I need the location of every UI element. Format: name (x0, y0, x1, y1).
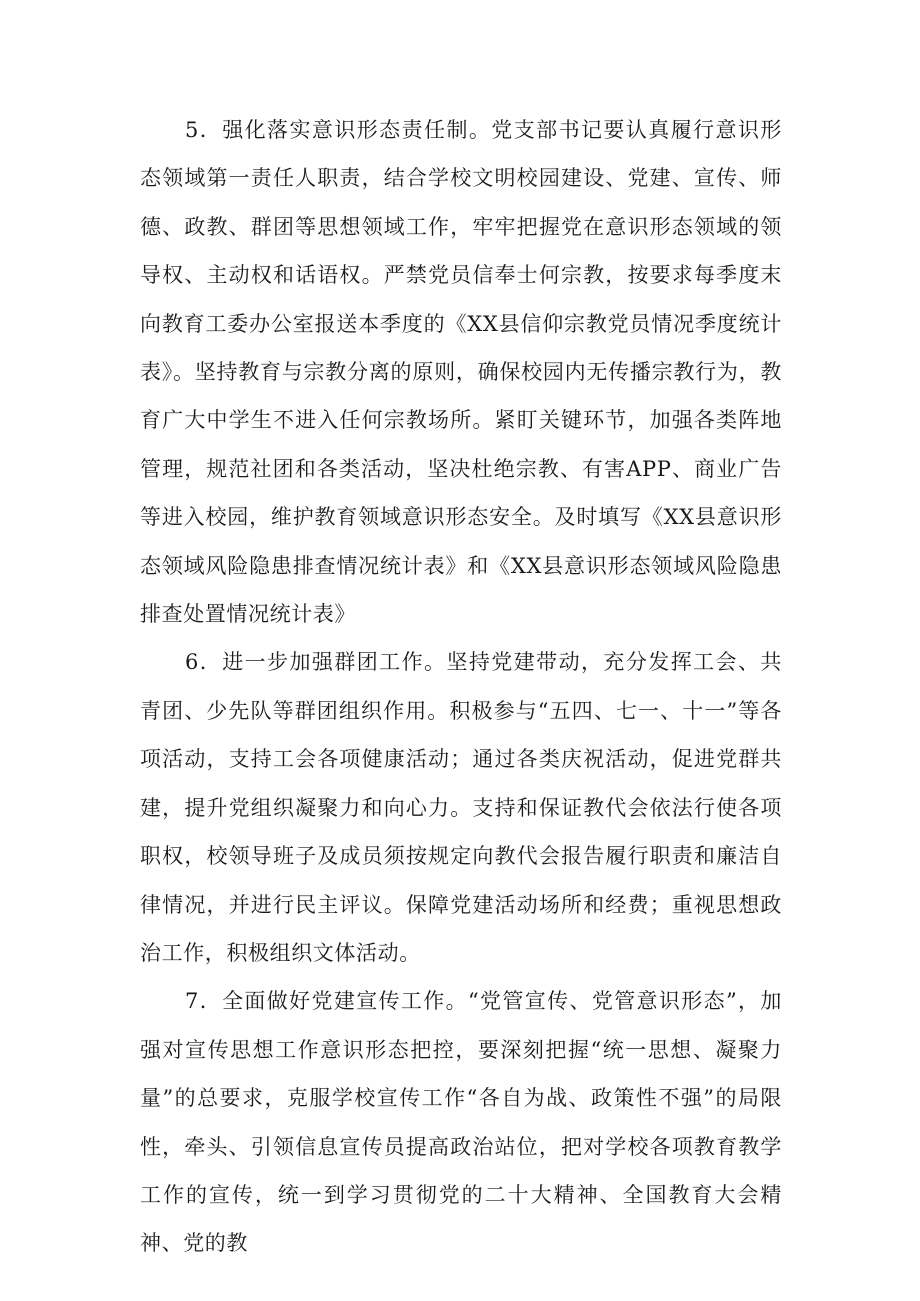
document-body (140, 106, 782, 1268)
paragraph-6-mass-organizations: 6．进一步加强群团工作。坚持党建带动，充分发挥工会、共青团、少先队等群团组织作用。积极参与“五四、七一、十一”等各项活动，支持工会各项健康活动；通过各类庆祝活动，促进党群共建，提升党组织凝聚力和向心力。支持和保证教代会依法行使各项职权，校领导班子及成员须按规定向教代会报告履行职责和廉洁自律情况，并进行民主评议。保障党建活动场所和经费；重视思想政治工作，积极组织文体活动。 (140, 650, 782, 965)
paragraph-5-ideology-responsibility: 5．强化落实意识形态责任制。党支部书记要认真履行意识形态领域第一责任人职责，结合学校文明校园建设、党建、宣传、师德、政教、群团等思想领域工作，牢牢把握党在意识形态领域的领导权、主动权和话语权。严禁党员信奉士何宗教，按要求每季度末向教育工委办公室报送本季度的《XX县信仰宗教党员情况季度统计表》。坚持教育与宗教分离的原则，确保校园内无传播宗教行为，教育广大中学生不进入任何宗教场所。紧盯关键环节，加强各类阵地管理，规范社团和各类活动，坚决杜绝宗教、有害APP、商业广告等进入校园，维护教育领域意识形态安全。及时填写《XX县意识形态领域风险隐患排查情况统计表》和《XX县意识形态领域风险隐患排查处置情况统计表》 (140, 118, 782, 627)
paragraph-7-party-publicity: 7．全面做好党建宣传工作。“党管宣传、党管意识形态”，加强对宣传思想工作意识形态把控，要深刻把握“统一思想、凝聚力量”的总要求，克服学校宣传工作“各自为战、政策性不强”的局限性，牵头、引领信息宣传员提高政治站位，把对学校各项教育教学工作的宣传，统一到学习贯彻党的二十大精神、全国教育大会精神、党的教 (140, 989, 782, 1256)
